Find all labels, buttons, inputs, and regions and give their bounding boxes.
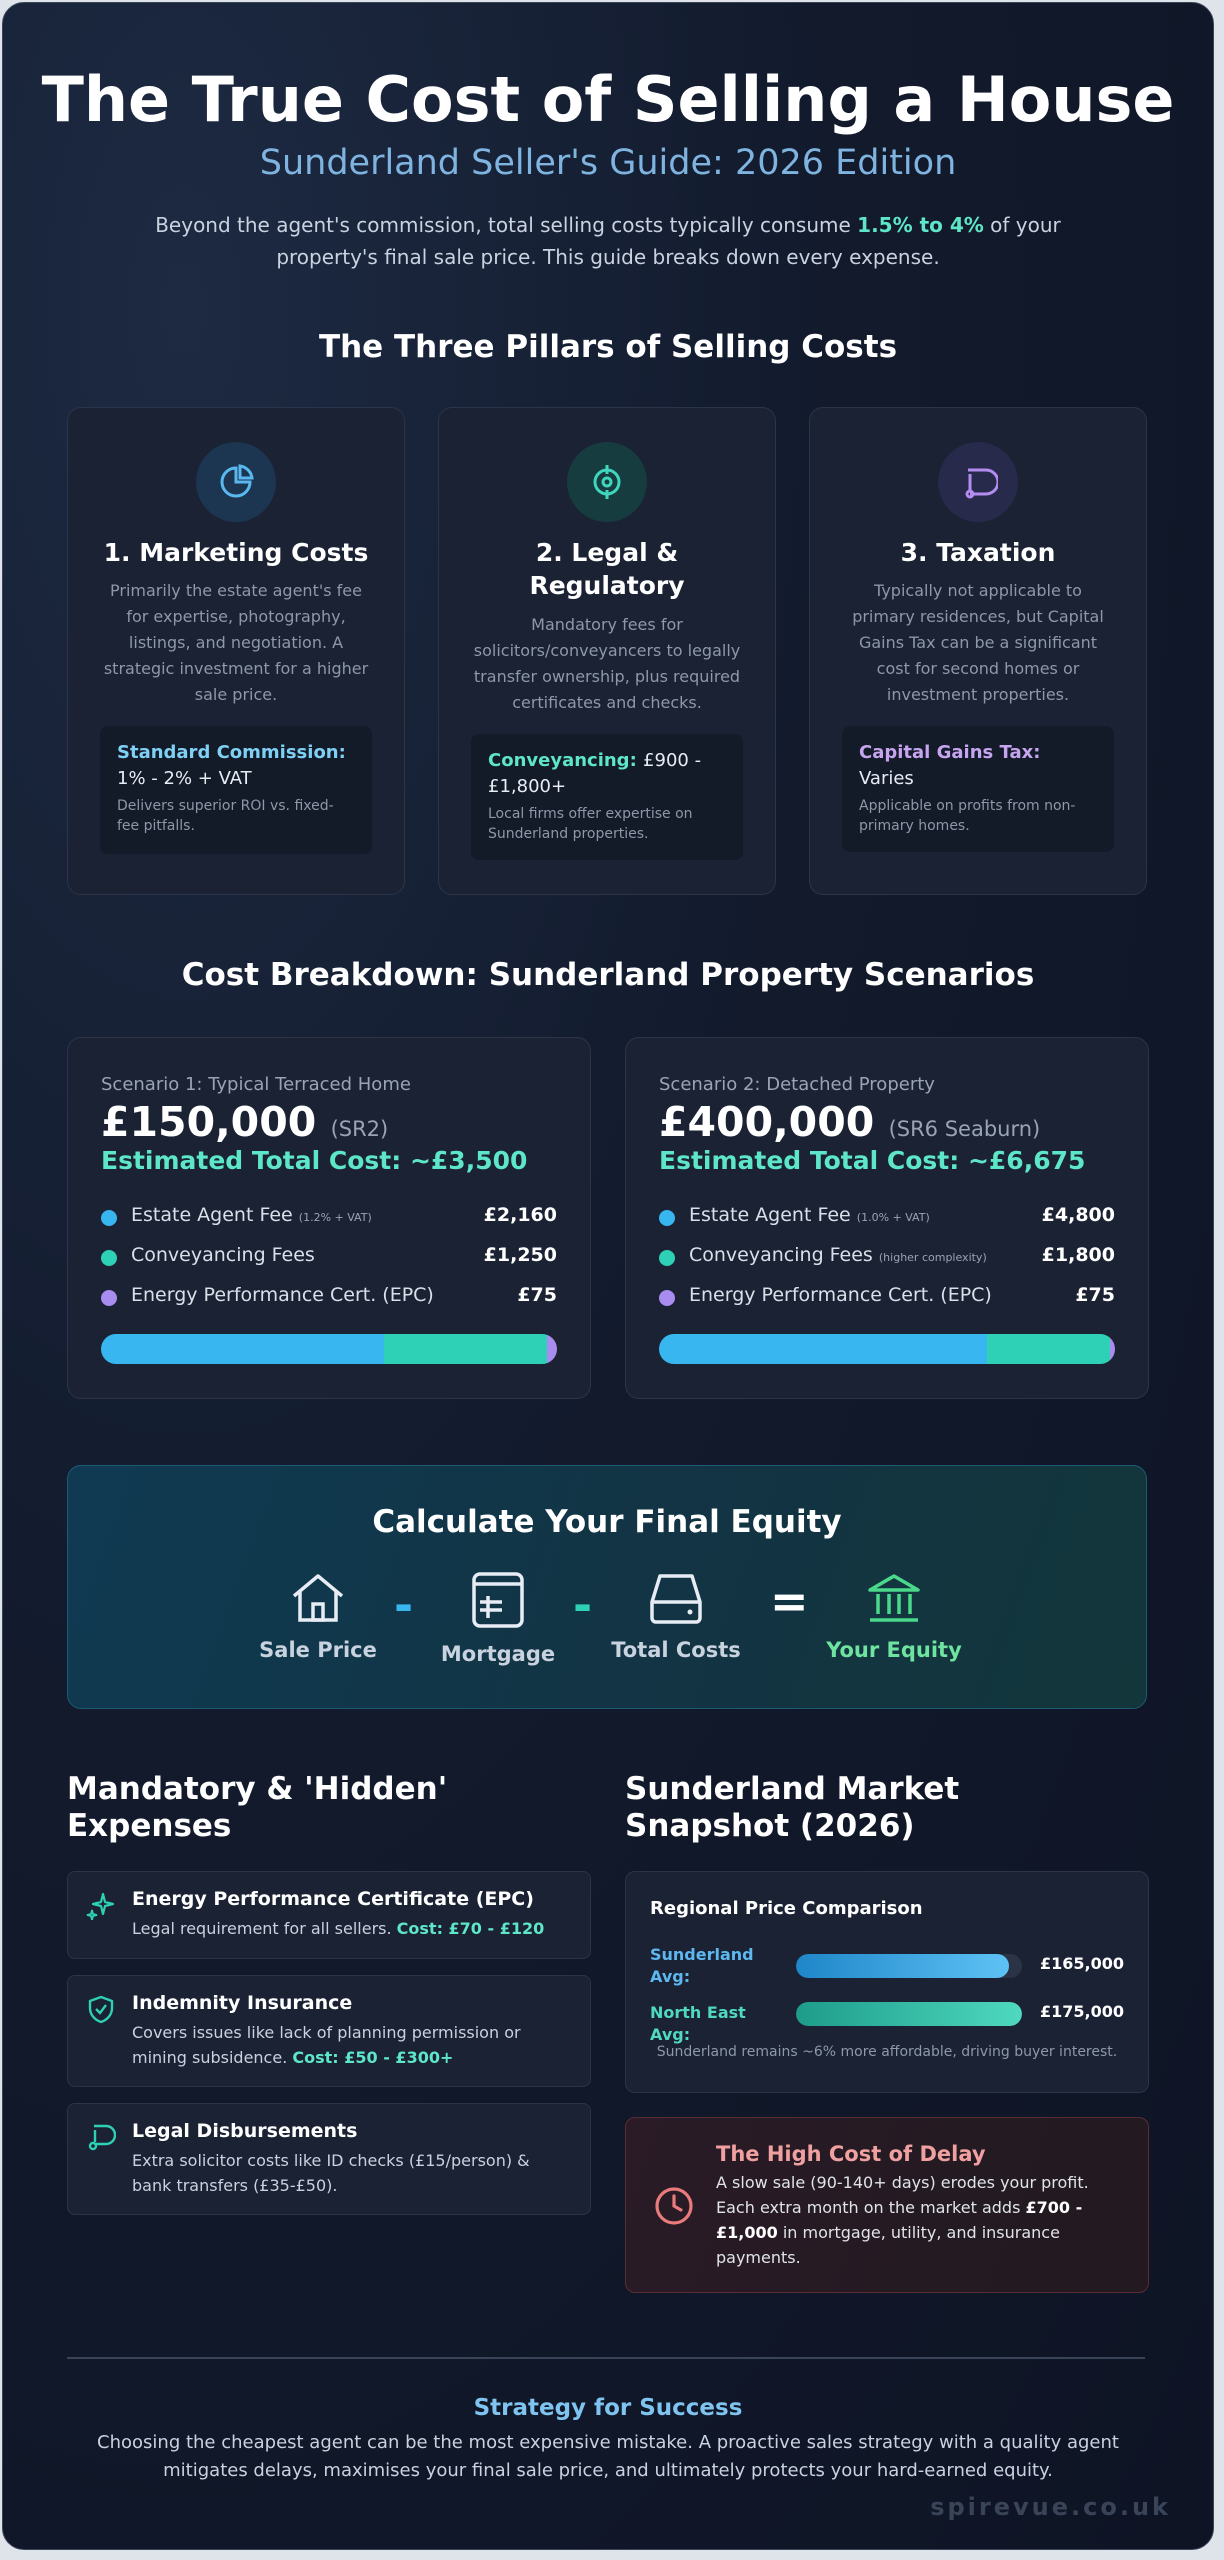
equity-label: Mortgage [440,1642,556,1666]
shield-check-icon [86,1994,116,2024]
house-icon [288,1570,348,1626]
expense-desc: Extra solicitor costs like ID checks (£15/person) & bank transfers (£35-£50). [132,2151,530,2195]
brand-logo: spirevue.co.uk [930,2493,1171,2521]
equity-label: Sale Price [259,1638,377,1662]
box-label: Capital Gains Tax: [859,742,1041,763]
bar-segment-1 [659,1334,987,1364]
delay-title: The High Cost of Delay [716,2142,986,2166]
pillars-heading: The Three Pillars of Selling Costs [318,329,898,365]
cost-row [101,1282,557,1312]
bar-segment-2 [384,1334,548,1364]
cost-note: (1.0% + VAT) [856,1211,930,1224]
tax-receipt-icon [938,442,1018,522]
scenario-price [659,1098,1040,1146]
bar-segment-1 [101,1334,384,1364]
delay-text-pre: A slow sale (90-140+ days) erodes your profit. Each extra month on the market adds [716,2173,1089,2217]
cost-value: £4,800 [1041,1204,1115,1226]
box-label: Standard Commission: [117,742,346,763]
price-value: £165,000 [1039,1954,1124,1973]
cost-split-bar [659,1334,1115,1364]
box-note: Delivers superior ROI vs. fixed-fee pitfalls. [117,798,334,834]
scenario-total: Estimated Total Cost: ~£3,500 [101,1146,528,1175]
equity-calculator [67,1465,1147,1709]
price-bar-sunderland [796,1954,1009,1978]
equity-label: Your Equity [826,1638,962,1662]
price-area: (SR2) [330,1117,389,1141]
box-note: Applicable on profits from non-primary homes. [859,798,1076,834]
delay-text [716,2170,1126,2270]
price-row [650,1992,1124,2044]
legend-dot [101,1250,117,1266]
pillar-description: Mandatory fees for solicitors/conveyancers to legally transfer ownership, plus required certificates and checks. [473,615,741,712]
price-label: North East Avg: [650,2003,746,2044]
cost-name: Conveyancing Fees [689,1244,873,1266]
intro-pre: Beyond the agent's commission, total selling costs typically consume [155,213,858,237]
pillar-highlight-box [100,726,372,854]
price-value: £175,000 [1039,2002,1124,2021]
expense-cost: Cost: £70 - £120 [396,1919,545,1938]
scenario-total: Estimated Total Cost: ~£6,675 [659,1146,1086,1175]
clock-icon [652,2184,696,2228]
minus-operator: - [394,1578,414,1632]
pillar-marketing [67,407,405,895]
equity-sale-price [228,1570,408,1662]
pillar-title: 1. Marketing Costs [103,538,369,567]
market-snapshot-card [625,1871,1149,2093]
cost-value: £2,160 [483,1204,557,1226]
pie-chart-icon [196,442,276,522]
expense-text: Covers issues like lack of planning permission or mining subsidence. [132,2023,521,2067]
equity-label: Total Costs [611,1638,741,1662]
equity-heading: Calculate Your Final Equity [372,1504,842,1540]
minus-operator: - [573,1578,593,1632]
cost-note: (higher complexity) [878,1251,987,1264]
mandatory-heading: Mandatory & 'Hidden' Expenses [67,1771,448,1844]
scenario-label: Scenario 2: Detached Property [659,1074,935,1095]
delay-text-post: in mortgage, utility, and insurance payments. [716,2223,1060,2267]
box-note: Local firms offer expertise on Sunderland properties. [488,806,693,842]
price-value: £400,000 [659,1098,875,1146]
market-heading: Sunderland Market Snapshot (2026) [625,1771,960,1844]
scenario-card-1 [67,1037,591,1399]
snapshot-title: Regional Price Comparison [650,1898,923,1919]
pillar-title: 3. Taxation [900,538,1056,567]
expense-title: Energy Performance Certificate (EPC) [132,1888,534,1910]
expense-indemnity [67,1975,591,2087]
equity-total-costs [586,1570,766,1662]
expense-desc [132,1916,562,1941]
legend-dot [101,1290,117,1306]
intro-highlight: 1.5% to 4% [857,213,984,237]
ledger-icon [468,1570,528,1630]
pillar-description: Typically not applicable to primary residences, but Capital Gains Tax can be a significant cost for second homes or investment properties. [852,581,1104,704]
cost-name: Conveyancing Fees [131,1244,315,1266]
cost-row [659,1202,1115,1232]
legend-dot [659,1290,675,1306]
box-value: Varies [859,768,914,789]
cost-row [101,1202,557,1232]
sparkle-icon [86,1890,116,1920]
bar-segment-3 [1110,1334,1115,1364]
delay-text-bold: £700 - £1,000 [716,2198,1083,2242]
receipt-icon [86,2122,116,2152]
box-value: £900 - £1,800+ [488,750,702,797]
legend-dot [659,1250,675,1266]
expense-disbursements [67,2103,591,2215]
bank-icon [864,1570,924,1626]
strategy-text: Choosing the cheapest agent can be the most expensive mistake. A proactive sales strategy with a quality agent mitigates delays, maximises your final sale price, and ultimately protects your hard-earned equity. [97,2432,1119,2481]
cost-split-bar [101,1334,557,1364]
scenario-card-2 [625,1037,1149,1399]
drive-icon [646,1570,706,1626]
cost-value: £75 [1075,1284,1115,1306]
equity-mortgage [408,1570,588,1666]
cost-row [101,1242,557,1272]
box-value: 1% - 2% + VAT [117,768,252,789]
price-bar-north-east [796,2002,1022,2026]
target-icon [567,442,647,522]
box-label-line [488,748,726,800]
equals-operator: = [770,1574,809,1628]
expense-title: Indemnity Insurance [132,1992,353,2014]
price-track [796,1954,1022,1978]
expense-epc [67,1871,591,1959]
scenario-price [101,1098,388,1146]
cost-note: (1.2% + VAT) [298,1211,372,1224]
intro-post: of your property's final sale price. This guide breaks down every expense. [276,213,1061,269]
pillar-highlight-box [471,734,743,860]
cost-name: Estate Agent Fee [131,1204,293,1226]
pillar-description: Primarily the estate agent's fee for expertise, photography, listings, and negotiation. A strategic investment for a higher sale price. [103,581,369,704]
cost-value: £1,800 [1041,1244,1115,1266]
cost-row [659,1242,1115,1272]
box-label: Conveyancing: [488,750,637,771]
price-label: Sunderland Avg: [650,1945,754,1986]
bar-segment-2 [987,1334,1110,1364]
scenarios-heading: Cost Breakdown: Sunderland Property Scenarios [181,957,1035,993]
cost-value: £1,250 [483,1244,557,1266]
cost-row [659,1282,1115,1312]
page-title: The True Cost of Selling a House [41,63,1175,136]
expense-text: Legal requirement for all sellers. [132,1919,397,1938]
cost-name: Energy Performance Cert. (EPC) [689,1284,992,1306]
price-area: (SR6 Seaburn) [888,1117,1041,1141]
expense-title: Legal Disbursements [132,2120,358,2142]
pillar-taxation [809,407,1147,895]
price-value: £150,000 [101,1098,317,1146]
price-row [650,1944,1124,1984]
legend-dot [101,1210,117,1226]
expense-cost: Cost: £50 - £300+ [292,2048,454,2067]
divider [67,2357,1145,2359]
pillar-highlight-box [842,726,1114,852]
legend-dot [659,1210,675,1226]
intro-text [153,209,1063,273]
snapshot-note: Sunderland remains ~6% more affordable, driving buyer interest. [656,2044,1118,2060]
pillar-legal [438,407,776,895]
cost-name: Energy Performance Cert. (EPC) [131,1284,434,1306]
page-subtitle: Sunderland Seller's Guide: 2026 Edition [259,143,957,183]
cost-name: Estate Agent Fee [689,1204,851,1226]
delay-warning-card [625,2117,1149,2293]
equity-result [804,1570,984,1662]
cost-value: £75 [517,1284,557,1306]
scenario-label: Scenario 1: Typical Terraced Home [101,1074,411,1095]
pillar-title: 2. Legal & Regulatory [529,538,685,600]
price-track [796,2002,1022,2026]
expense-desc [132,2020,562,2070]
strategy-heading: Strategy for Success [473,2395,743,2421]
bar-segment-3 [547,1334,557,1364]
infographic-page [2,2,1214,2550]
